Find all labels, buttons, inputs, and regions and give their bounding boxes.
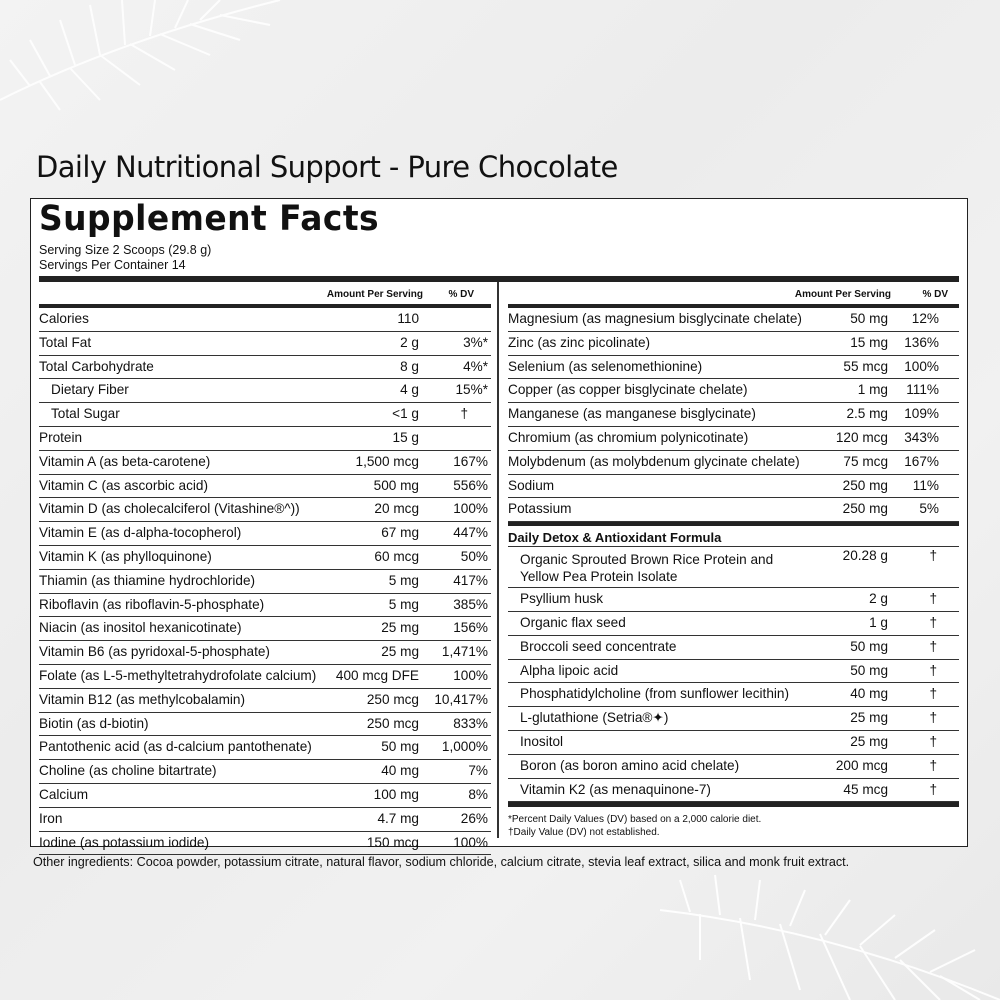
nutrient-amount: 67 mg	[381, 525, 419, 541]
nutrient-name: Choline (as choline bitartrate)	[39, 763, 217, 779]
nutrient-amount: 250 mg	[842, 477, 888, 493]
nutrient-dv: 100%	[904, 358, 939, 374]
nutrient-row	[508, 636, 959, 660]
nutrient-dv: 5%	[919, 501, 939, 517]
nutrient-name: Vitamin E (as d-alpha-tocopherol)	[39, 525, 242, 541]
nutrient-row	[508, 475, 959, 499]
nutrient-row	[508, 779, 959, 803]
nutrient-dv: †	[929, 591, 937, 607]
nutrient-name: Magnesium (as magnesium bisglycinate chelate)	[508, 311, 802, 326]
nutrient-dv: †	[929, 548, 937, 564]
nutrient-amount: 45 mcg	[843, 781, 888, 797]
nutrient-name-line: Yellow Pea Protein Isolate	[520, 569, 678, 585]
nutrient-row	[508, 332, 959, 356]
nutrient-amount: 250 mcg	[366, 715, 419, 731]
nutrient-name: Total Fat	[39, 334, 92, 350]
nutrient-row	[39, 617, 491, 641]
nutrient-dv: 447%	[453, 525, 488, 541]
nutrient-amount: 2 g	[869, 591, 888, 607]
nutrient-name: Manganese (as manganese bisglycinate)	[508, 406, 756, 422]
nutrient-amount: 400 mcg DFE	[335, 667, 419, 683]
nutrient-name: Zinc (as zinc picolinate)	[508, 334, 651, 350]
nutrient-dv: 8%	[468, 786, 488, 802]
nutrient-dv: †	[929, 733, 937, 749]
nutrient-amount: 55 mcg	[843, 358, 888, 374]
nutrient-dv: 156%	[453, 620, 488, 636]
nutrient-row	[508, 707, 959, 731]
nutrient-name: L-glutathione (Setria®✦)	[520, 710, 669, 726]
nutrient-dv: 833%	[453, 715, 488, 731]
nutrient-dv: 50%	[460, 548, 488, 564]
nutrient-amount: 15 g	[392, 429, 419, 445]
nutrient-name: Calories	[39, 311, 89, 326]
nutrient-column-left	[39, 287, 491, 855]
panel-title: Supplement Facts	[39, 199, 380, 239]
nutrient-name: Copper (as copper bisglycinate chelate)	[508, 382, 748, 398]
nutrient-row	[39, 522, 491, 546]
nutrient-row	[39, 546, 491, 570]
nutrient-row	[508, 356, 959, 380]
nutrient-name: Vitamin B12 (as methylcobalamin)	[39, 691, 246, 707]
nutrient-amount: 25 mg	[381, 644, 419, 660]
nutrient-dv: 100%	[453, 667, 488, 683]
nutrient-row	[508, 427, 959, 451]
nutrient-name: Total Sugar	[51, 406, 120, 422]
nutrient-name: Vitamin K2 (as menaquinone-7)	[520, 781, 711, 797]
nutrient-name: Vitamin A (as beta-carotene)	[39, 453, 211, 469]
nutrient-dv: 11%	[912, 477, 939, 493]
dv-header: % DV	[922, 289, 948, 300]
nutrient-amount: 50 mg	[381, 739, 419, 755]
nutrient-name: Total Carbohydrate	[39, 358, 154, 374]
nutrient-dv: 1,471%	[441, 644, 488, 660]
nutrient-row	[508, 731, 959, 755]
nutrient-row	[39, 498, 491, 522]
nutrient-name: Pantothenic acid (as d-calcium pantothenate)	[39, 739, 312, 755]
nutrient-row	[39, 736, 491, 760]
nutrient-name: Boron (as boron amino acid chelate)	[520, 757, 740, 773]
nutrient-amount: 5 mg	[388, 596, 419, 612]
dv-header: % DV	[448, 289, 474, 300]
nutrient-amount: 25 mg	[850, 733, 888, 749]
nutrient-row	[39, 784, 491, 808]
nutrient-dv: 1,000%	[441, 739, 488, 755]
footnotes	[508, 813, 959, 839]
nutrient-name: Selenium (as selenomethionine)	[508, 358, 703, 374]
nutrient-amount: 50 mg	[850, 638, 888, 654]
footnote-dv: *Percent Daily Values (DV) based on a 2,000 calorie diet.	[508, 814, 762, 826]
serving-size: Serving Size 2 Scoops (29.8 g)	[39, 243, 212, 257]
nutrient-row	[508, 755, 959, 779]
nutrient-row	[39, 356, 491, 380]
detox-section-title: Daily Detox & Antioxidant Formula	[508, 526, 959, 547]
nutrient-row	[39, 760, 491, 784]
nutrient-name: Calcium	[39, 786, 89, 802]
nutrient-name: Phosphatidylcholine (from sunflower lecithin)	[520, 686, 789, 702]
nutrient-dv: †	[929, 614, 937, 630]
nutrient-name: Alpha lipoic acid	[520, 662, 619, 678]
nutrient-row	[39, 570, 491, 594]
nutrient-dv: 3%*	[463, 334, 488, 350]
nutrient-amount: 20.28 g	[842, 548, 888, 564]
nutrient-name	[520, 551, 820, 585]
thick-rule	[39, 276, 959, 282]
nutrient-row	[39, 427, 491, 451]
nutrient-amount: 120 mcg	[835, 429, 888, 445]
nutrient-name-line: Organic Sprouted Brown Rice Protein and	[520, 552, 774, 568]
nutrient-name: Inositol	[520, 733, 564, 749]
nutrient-row	[508, 547, 959, 588]
nutrient-amount: 500 mg	[373, 477, 419, 493]
nutrient-row	[39, 308, 491, 332]
palm-leaf-decoration	[0, 0, 290, 120]
nutrient-name: Potassium	[508, 501, 572, 517]
nutrient-row	[508, 403, 959, 427]
nutrient-dv: 167%	[904, 453, 939, 469]
nutrient-name: Vitamin D (as cholecalciferol (Vitashine®^))	[39, 501, 300, 517]
nutrient-row	[508, 588, 959, 612]
nutrient-name: Niacin (as inositol hexanicotinate)	[39, 620, 242, 636]
column-header	[39, 287, 491, 304]
supplement-facts-panel	[30, 198, 968, 850]
nutrient-name: Biotin (as d-biotin)	[39, 715, 149, 731]
nutrient-amount: 150 mcg	[366, 834, 419, 850]
nutrient-amount: 20 mcg	[374, 501, 419, 517]
nutrient-dv: 4%*	[463, 358, 488, 374]
nutrient-row	[39, 713, 491, 737]
servings-per-container: Servings Per Container 14	[39, 258, 186, 272]
nutrient-amount: 50 mg	[850, 311, 888, 326]
amount-header: Amount Per Serving	[326, 289, 423, 300]
nutrient-row	[39, 641, 491, 665]
nutrient-row	[39, 379, 491, 403]
nutrient-row	[508, 451, 959, 475]
nutrient-row	[508, 612, 959, 636]
nutrient-amount: 4 g	[400, 382, 419, 398]
nutrient-amount: 1,500 mcg	[355, 453, 419, 469]
nutrient-name: Vitamin B6 (as pyridoxal-5-phosphate)	[39, 644, 270, 660]
nutrient-amount: 100 mg	[373, 786, 419, 802]
other-ingredients: Other ingredients: Cocoa powder, potassium citrate, natural flavor, sodium chloride, calcium citrate, stevia leaf extract, silica and monk fruit extract.	[33, 855, 850, 869]
nutrient-name: Dietary Fiber	[51, 382, 129, 398]
nutrient-dv: 15%*	[455, 382, 488, 398]
nutrient-name: Thiamin (as thiamine hydrochloride)	[39, 572, 256, 588]
nutrient-amount: 40 mg	[850, 686, 888, 702]
nutrient-amount: 40 mg	[381, 763, 419, 779]
nutrient-amount: 2 g	[400, 334, 419, 350]
product-title: Daily Nutritional Support - Pure Chocolate	[36, 150, 618, 184]
column-divider	[497, 282, 499, 838]
nutrient-name: Broccoli seed concentrate	[520, 638, 677, 654]
nutrient-name: Organic flax seed	[520, 614, 626, 630]
nutrient-dv: 12%	[911, 311, 939, 326]
nutrient-row	[39, 332, 491, 356]
nutrient-amount: 5 mg	[388, 572, 419, 588]
nutrient-amount: 25 mg	[381, 620, 419, 636]
nutrient-amount: <1 g	[392, 406, 419, 422]
nutrient-row	[39, 665, 491, 689]
nutrient-amount: 250 mg	[842, 501, 888, 517]
nutrient-name: Psyllium husk	[520, 591, 604, 607]
nutrient-dv: †	[929, 757, 937, 773]
detox-section	[508, 547, 959, 802]
nutrient-name: Folate (as L-5-methyltetrahydrofolate calcium)	[39, 667, 317, 683]
nutrient-dv: 109%	[904, 406, 939, 422]
nutrient-row	[508, 308, 959, 332]
nutrient-amount: 110	[397, 311, 419, 326]
nutrient-dv: †	[929, 710, 937, 726]
nutrient-row	[508, 379, 959, 403]
footnote-dagger: †Daily Value (DV) not established.	[508, 827, 660, 839]
nutrient-amount: 250 mcg	[366, 691, 419, 707]
nutrient-name: Vitamin K (as phylloquinone)	[39, 548, 212, 564]
nutrient-dv: 136%	[904, 334, 939, 350]
nutrient-dv: 100%	[453, 834, 488, 850]
nutrient-dv: 343%	[904, 429, 939, 445]
nutrient-dv: †	[460, 406, 468, 422]
nutrient-amount: 1 mg	[857, 382, 888, 398]
nutrient-amount: 50 mg	[850, 662, 888, 678]
nutrient-name: Molybdenum (as molybdenum glycinate chelate)	[508, 453, 800, 469]
nutrient-amount: 1 g	[869, 614, 888, 630]
nutrient-dv: 10,417%	[434, 691, 488, 707]
nutrient-row	[508, 498, 959, 522]
nutrient-dv: 167%	[453, 453, 488, 469]
nutrient-name: Vitamin C (as ascorbic acid)	[39, 477, 208, 493]
amount-header: Amount Per Serving	[794, 289, 891, 300]
nutrient-name: Protein	[39, 429, 83, 445]
nutrient-dv: 7%	[468, 763, 488, 779]
nutrient-amount: 60 mcg	[374, 548, 419, 564]
palm-leaf-decoration	[660, 850, 1000, 1000]
nutrient-name: Iodine (as potassium iodide)	[39, 834, 210, 850]
column-header	[508, 287, 959, 304]
nutrient-name: Chromium (as chromium polynicotinate)	[508, 429, 749, 445]
nutrient-row	[508, 683, 959, 707]
nutrient-row	[39, 594, 491, 618]
nutrient-row	[39, 451, 491, 475]
nutrient-row	[508, 660, 959, 684]
nutrient-name: Sodium	[508, 477, 555, 493]
nutrient-amount: 200 mcg	[835, 757, 888, 773]
nutrient-row	[39, 403, 491, 427]
nutrient-dv: †	[929, 686, 937, 702]
nutrient-amount: 15 mg	[850, 334, 888, 350]
nutrient-name: Riboflavin (as riboflavin-5-phosphate)	[39, 596, 265, 612]
nutrient-amount: 25 mg	[850, 710, 888, 726]
nutrient-column-right	[508, 287, 959, 839]
nutrient-dv: 111%	[906, 382, 939, 398]
nutrient-dv: 417%	[453, 572, 488, 588]
nutrient-amount: 8 g	[400, 358, 419, 374]
nutrient-row	[39, 808, 491, 832]
nutrient-dv: 100%	[453, 501, 488, 517]
nutrient-row	[39, 689, 491, 713]
nutrient-amount: 2.5 mg	[846, 406, 888, 422]
nutrient-name: Iron	[39, 810, 63, 826]
nutrient-dv: †	[929, 781, 937, 797]
nutrient-amount: 75 mcg	[843, 453, 888, 469]
nutrient-dv: †	[929, 662, 937, 678]
nutrient-dv: †	[929, 638, 937, 654]
nutrient-amount: 4.7 mg	[377, 810, 419, 826]
nutrient-dv: 385%	[453, 596, 488, 612]
nutrient-row	[39, 832, 491, 856]
nutrient-dv: 26%	[460, 810, 488, 826]
nutrient-row	[39, 475, 491, 499]
nutrient-dv: 556%	[453, 477, 488, 493]
